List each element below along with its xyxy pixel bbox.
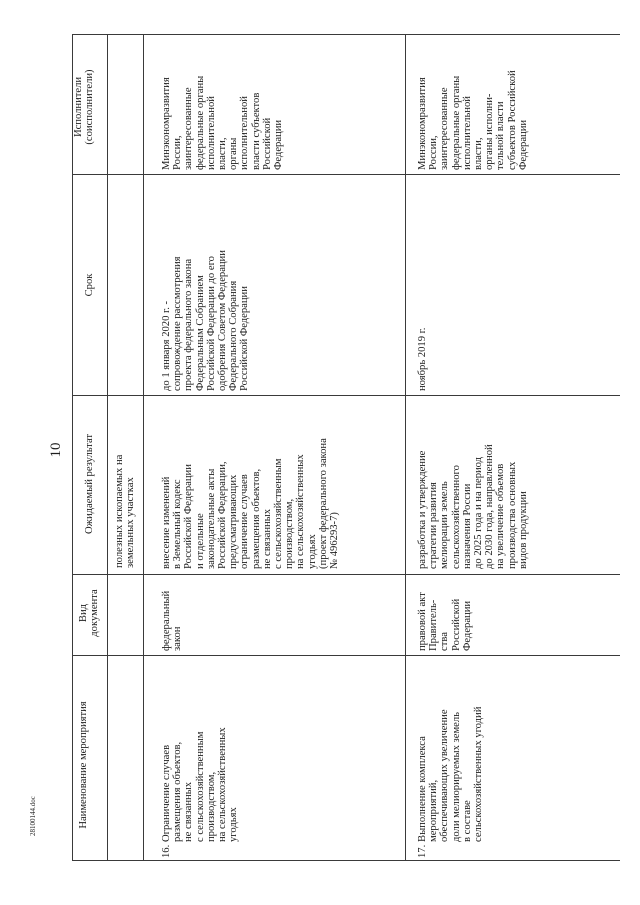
header-executors: Исполнители (соисполнители) (73, 69, 96, 145)
row-doc-type: федеральный закон (161, 590, 184, 651)
row-divider (405, 34, 406, 860)
row-deadline: до 1 января 2020 г. - сопровождение рассмотрения проекта федерального закона Федеральным Собранием Российской Федерации до его одобрения Советом Федерации Федерального Собрания Российской Федерации (161, 250, 251, 391)
row-name: Выполнение комплекса мероприятий, обеспечивающих увеличение доли мелиорируемых земель в составе сельскохозяйственных угодий (417, 706, 485, 842)
continuation-result: полезных ископаемых на земельных участках (114, 454, 137, 568)
row-number: 16. (161, 844, 172, 858)
table-border-right (72, 34, 620, 35)
row-result: разработка и утверждение стратегии развития мелиорации земель сельскохозяйственного назначения России до 2025 года и на период до 2030 года, направленной на увеличение объемов производства основных видов продукции (417, 444, 529, 569)
document-code: 28100144.doc (29, 796, 37, 836)
page-number: 10 (48, 442, 64, 458)
table-divider (72, 574, 620, 575)
table-divider (72, 395, 620, 396)
header-result: Ожидаемый результат (84, 433, 95, 535)
header-deadline: Срок (84, 273, 95, 297)
table-border-left (72, 860, 620, 861)
header-name: Наименование мероприятия (78, 701, 89, 829)
row-executors: Минэкономразвития России, заинтересованные федеральные органы исполнительной власти, органы исполни- тельной власти субъектов Российской Федерации (417, 70, 529, 170)
header-doc-type: Вид документа (78, 589, 101, 637)
row-deadline: ноябрь 2019 г. (417, 327, 428, 391)
table-divider (72, 174, 620, 175)
continuation-row-bottom (143, 34, 144, 860)
row-result: внесение изменений в Земельный кодекс Российской Федерации и отдельные законодательные акты Российской Федерации, предусматривающих ограничение случаев размещения объектов, не связанных с сельскохозяйственным производством, на сельскохозяйственных угодьях (проект федерального закона № 496293-7) (161, 438, 341, 569)
header-row-bottom (107, 34, 108, 860)
row-executors: Минэкономразвития России, заинтересованные федеральные органы исполнительной власти, органы исполнительной власти субъектов Российской Федерации (161, 75, 285, 170)
row-number: 17. (417, 844, 428, 858)
row-name: Ограничение случаев размещения объектов, не связанных с сельскохозяйственным производством, на сельскохозяйственных угодьях (161, 727, 240, 842)
row-doc-type: правовой акт Правитель- ства Российской Федерации (417, 592, 473, 651)
table-divider (72, 655, 620, 656)
